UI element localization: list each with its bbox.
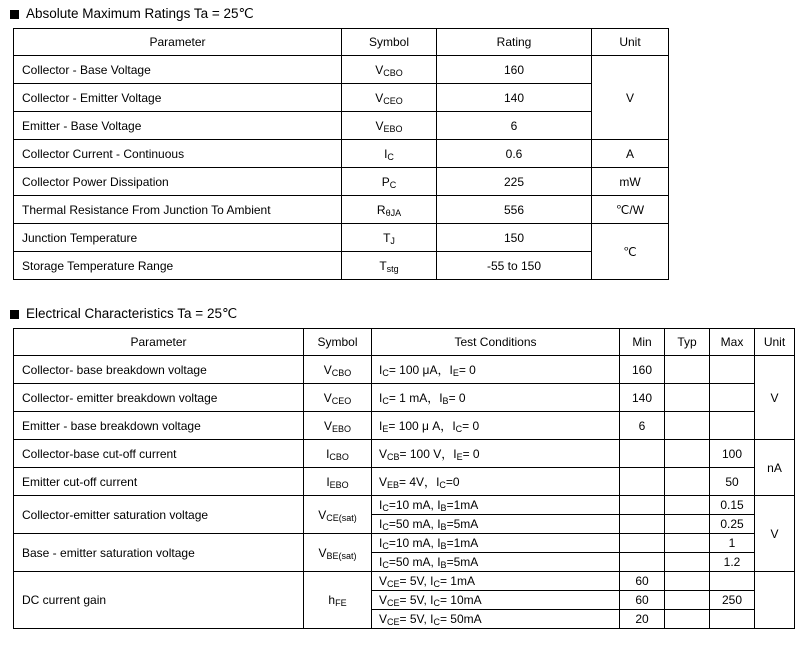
cell-rating: 6 <box>437 112 592 140</box>
symbol-main: T <box>379 258 387 273</box>
table-row <box>14 440 795 468</box>
cell-symbol <box>342 56 437 84</box>
cell-symbol <box>304 468 372 496</box>
cell-test-conditions <box>372 572 620 591</box>
cell-symbol <box>304 572 372 629</box>
cell-max: 100 <box>710 440 755 468</box>
cell-typ <box>665 496 710 515</box>
column-header-parameter: Parameter <box>14 29 342 56</box>
cell-symbol <box>304 534 372 572</box>
cond-sub: EB <box>387 480 400 490</box>
symbol-main: V <box>375 118 384 133</box>
symbol-sub: BE(sat) <box>326 550 357 561</box>
cell-max <box>710 412 755 440</box>
cond-text: =10 mA, <box>388 536 438 550</box>
cell-test-conditions <box>372 384 620 412</box>
cell-max: 250 <box>710 591 755 610</box>
cond-sub: C <box>382 541 389 551</box>
cond-sub2: C <box>433 617 440 627</box>
column-header-test-conditions: Test Conditions <box>372 329 620 356</box>
symbol-main: V <box>375 62 384 77</box>
column-header-unit: Unit <box>592 29 669 56</box>
cell-max <box>710 384 755 412</box>
cell-unit: V <box>755 496 795 572</box>
section-title-electrical-characteristics <box>10 306 799 322</box>
cell-max: 0.15 <box>710 496 755 515</box>
cond-text: =10 mA, <box>388 498 438 512</box>
cond-main2: I <box>437 555 441 569</box>
cell-min: 60 <box>620 572 665 591</box>
cond-main2: I <box>430 612 434 626</box>
cell-symbol <box>304 356 372 384</box>
column-header-parameter: Parameter <box>14 329 304 356</box>
cell-unit <box>755 572 795 629</box>
symbol-main: V <box>375 90 384 105</box>
column-header-symbol: Symbol <box>304 329 372 356</box>
cond-main: V <box>379 447 388 461</box>
section-title-text: Absolute Maximum Ratings Ta = 25℃ <box>26 6 254 21</box>
cond-main: I <box>379 391 383 405</box>
cell-parameter: Collector-emitter saturation voltage <box>14 496 304 534</box>
cell-max: 0.25 <box>710 515 755 534</box>
table-header-row <box>14 29 669 56</box>
symbol-sub: EBO <box>383 123 403 134</box>
cell-unit: V <box>592 56 669 140</box>
cell-min: 60 <box>620 591 665 610</box>
cell-test-conditions <box>372 515 620 534</box>
symbol-sub: C <box>387 151 394 162</box>
column-header-max: Max <box>710 329 755 356</box>
cond-main2: I <box>430 574 434 588</box>
cond-text: = 5V, <box>399 574 431 588</box>
cond-sub2: B <box>442 396 449 406</box>
cond-sub: C <box>382 560 389 570</box>
cond-main2: I <box>437 498 441 512</box>
cell-min: 160 <box>620 356 665 384</box>
cell-parameter: Thermal Resistance From Junction To Ambient <box>14 196 342 224</box>
cell-min: 140 <box>620 384 665 412</box>
cond-sub2: B <box>440 541 447 551</box>
cell-typ <box>665 591 710 610</box>
symbol-sub: CBO <box>383 67 403 78</box>
cond-main: I <box>379 363 383 377</box>
cell-test-conditions <box>372 440 620 468</box>
cell-typ <box>665 384 710 412</box>
cond-text: = 5V, <box>399 612 431 626</box>
cond-main2: I <box>437 536 441 550</box>
cond-text: = 100 V， <box>399 447 454 461</box>
cell-max <box>710 610 755 629</box>
cell-parameter: Storage Temperature Range <box>14 252 342 280</box>
cell-unit: nA <box>755 440 795 496</box>
cond-sub: CE <box>387 617 400 627</box>
table-row <box>14 196 669 224</box>
cell-max: 1.2 <box>710 553 755 572</box>
symbol-sub: CBO <box>329 451 349 462</box>
cell-symbol <box>304 496 372 534</box>
symbol-main: V <box>323 362 332 377</box>
cell-parameter: Collector Power Dissipation <box>14 168 342 196</box>
cond-main: I <box>379 517 383 531</box>
table-row <box>14 224 669 252</box>
electrical-characteristics-table <box>13 328 795 629</box>
symbol-sub: C <box>389 179 397 190</box>
cond-text: = 4V， <box>399 475 437 489</box>
symbol-main: I <box>326 446 330 461</box>
cond-main: V <box>379 574 388 588</box>
cell-parameter: Collector - Emitter Voltage <box>14 84 342 112</box>
symbol-main: V <box>323 390 332 405</box>
cell-min: 20 <box>620 610 665 629</box>
symbol-main: T <box>383 230 391 245</box>
cell-typ <box>665 356 710 384</box>
cond-main: V <box>379 593 388 607</box>
cell-min: 6 <box>620 412 665 440</box>
cell-min <box>620 515 665 534</box>
cell-max <box>710 572 755 591</box>
table-header-row <box>14 329 795 356</box>
cond-sub: C <box>382 396 389 406</box>
cell-min <box>620 468 665 496</box>
table-row <box>14 468 795 496</box>
cond-main: I <box>379 498 383 512</box>
cond-main2: I <box>449 363 453 377</box>
table-row <box>14 168 669 196</box>
cell-parameter: Base - emitter saturation voltage <box>14 534 304 572</box>
cell-parameter: Collector Current - Continuous <box>14 140 342 168</box>
section-title-text: Electrical Characteristics Ta = 25℃ <box>26 306 238 321</box>
symbol-sub: CBO <box>331 367 352 378</box>
cell-test-conditions <box>372 553 620 572</box>
cell-min <box>620 534 665 553</box>
table-row <box>14 412 795 440</box>
cell-test-conditions <box>372 591 620 610</box>
cell-parameter: Collector- base breakdown voltage <box>14 356 304 384</box>
square-bullet-icon <box>10 10 19 19</box>
symbol-sub: CE(sat) <box>326 512 357 523</box>
cond-main2: I <box>439 391 443 405</box>
cond-text2: = 0 <box>462 447 480 461</box>
table-row <box>14 252 669 280</box>
cell-min <box>620 553 665 572</box>
cond-sub: CB <box>387 452 400 462</box>
symbol-sub: CEO <box>331 395 352 406</box>
cond-text2: =0 <box>445 475 460 489</box>
cell-typ <box>665 534 710 553</box>
cell-rating: -55 to 150 <box>437 252 592 280</box>
cond-text: =50 mA, <box>388 517 438 531</box>
cell-parameter: Emitter cut-off current <box>14 468 304 496</box>
cond-text2: = 1mA <box>439 574 475 588</box>
cell-rating: 150 <box>437 224 592 252</box>
cond-main2: I <box>430 593 434 607</box>
cond-sub: C <box>382 522 389 532</box>
cond-main: I <box>379 419 383 433</box>
symbol-main: V <box>318 545 327 560</box>
symbol-main: I <box>326 474 330 489</box>
symbol-sub: stg <box>386 263 399 274</box>
table-row <box>14 84 669 112</box>
cond-text2: = 0 <box>458 363 476 377</box>
cell-rating: 160 <box>437 56 592 84</box>
cell-symbol <box>304 412 372 440</box>
cell-unit: ℃ <box>592 224 669 280</box>
cell-test-conditions <box>372 412 620 440</box>
cond-sub2: C <box>433 579 440 589</box>
cell-unit: A <box>592 140 669 168</box>
cell-symbol <box>304 384 372 412</box>
table-row <box>14 496 795 515</box>
table-row <box>14 112 669 140</box>
column-header-typ: Typ <box>665 329 710 356</box>
cond-text2: = 0 <box>462 419 480 433</box>
cell-parameter: Emitter - Base Voltage <box>14 112 342 140</box>
cell-typ <box>665 610 710 629</box>
cell-symbol <box>342 140 437 168</box>
cell-typ <box>665 468 710 496</box>
table-row <box>14 534 795 553</box>
symbol-sub: CEO <box>383 95 403 106</box>
cell-min <box>620 496 665 515</box>
cond-main: I <box>379 555 383 569</box>
absolute-maximum-ratings-table <box>13 28 669 280</box>
cell-test-conditions <box>372 610 620 629</box>
cond-text2: =1mA <box>446 536 479 550</box>
cond-sub2: B <box>440 503 447 513</box>
cond-sub: CE <box>387 579 400 589</box>
table-row <box>14 572 795 591</box>
symbol-sub: θJA <box>385 207 402 218</box>
cell-typ <box>665 440 710 468</box>
column-header-rating: Rating <box>437 29 592 56</box>
symbol-main: R <box>376 202 386 217</box>
section-spacer <box>0 280 799 304</box>
cell-typ <box>665 515 710 534</box>
cond-text: =50 mA, <box>388 555 438 569</box>
symbol-main: I <box>384 146 388 161</box>
cond-text2: =1mA <box>446 498 479 512</box>
cell-symbol <box>342 252 437 280</box>
cond-text2: = 0 <box>448 391 466 405</box>
cond-sub2: C <box>455 424 463 434</box>
cond-main2: I <box>437 517 441 531</box>
cond-sub2: E <box>456 452 463 462</box>
cond-main: V <box>379 475 388 489</box>
section-title-absolute-maximum-ratings <box>10 6 799 22</box>
cell-max <box>710 356 755 384</box>
cell-test-conditions <box>372 468 620 496</box>
cell-typ <box>665 412 710 440</box>
cell-parameter: Collector- emitter breakdown voltage <box>14 384 304 412</box>
cond-text: = 100 μ A， <box>388 419 453 433</box>
table-row <box>14 356 795 384</box>
cond-sub2: B <box>440 560 447 570</box>
cond-sub: CE <box>387 598 400 608</box>
cell-rating: 225 <box>437 168 592 196</box>
cell-test-conditions <box>372 496 620 515</box>
cond-text2: =5mA <box>446 517 479 531</box>
cond-text2: = 10mA <box>439 593 482 607</box>
cell-parameter: Emitter - base breakdown voltage <box>14 412 304 440</box>
table-row <box>14 140 669 168</box>
cell-typ <box>665 553 710 572</box>
cell-symbol <box>342 112 437 140</box>
table-row <box>14 384 795 412</box>
symbol-main: P <box>381 174 390 189</box>
cell-test-conditions <box>372 534 620 553</box>
cond-main2: I <box>452 419 456 433</box>
cell-min <box>620 440 665 468</box>
cell-rating: 556 <box>437 196 592 224</box>
cell-symbol <box>342 224 437 252</box>
cond-text: = 1 mA， <box>388 391 440 405</box>
cond-main: V <box>379 612 388 626</box>
symbol-main: V <box>318 507 327 522</box>
cond-sub: C <box>382 503 389 513</box>
cond-sub2: E <box>452 368 459 378</box>
cond-sub2: C <box>433 598 440 608</box>
cond-main2: I <box>453 447 457 461</box>
symbol-sub: EBO <box>329 479 349 490</box>
cell-test-conditions <box>372 356 620 384</box>
column-header-symbol: Symbol <box>342 29 437 56</box>
cond-text: = 100 μA， <box>388 363 450 377</box>
cell-parameter: Collector-base cut-off current <box>14 440 304 468</box>
column-header-min: Min <box>620 329 665 356</box>
symbol-sub: J <box>390 235 395 246</box>
cond-sub2: B <box>440 522 447 532</box>
cond-sub: C <box>382 368 389 378</box>
cell-symbol <box>342 84 437 112</box>
cond-main2: I <box>436 475 440 489</box>
cell-unit: V <box>755 356 795 440</box>
table-row <box>14 56 669 84</box>
cell-unit: ℃/W <box>592 196 669 224</box>
cond-sub2: C <box>439 480 446 490</box>
cell-symbol <box>342 196 437 224</box>
cell-unit: mW <box>592 168 669 196</box>
cell-parameter: Collector - Base Voltage <box>14 56 342 84</box>
cond-sub: E <box>382 424 389 434</box>
symbol-sub: FE <box>335 598 347 608</box>
cell-max: 50 <box>710 468 755 496</box>
cell-symbol <box>342 168 437 196</box>
square-bullet-icon <box>10 310 19 319</box>
cell-symbol <box>304 440 372 468</box>
symbol-main: h <box>328 593 336 607</box>
column-header-unit: Unit <box>755 329 795 356</box>
symbol-sub: EBO <box>332 423 352 434</box>
cell-rating: 140 <box>437 84 592 112</box>
cell-typ <box>665 572 710 591</box>
symbol-main: V <box>323 418 332 433</box>
cell-parameter: DC current gain <box>14 572 304 629</box>
cell-parameter: Junction Temperature <box>14 224 342 252</box>
cond-text2: = 50mA <box>439 612 482 626</box>
cond-main: I <box>379 536 383 550</box>
cell-max: 1 <box>710 534 755 553</box>
cond-text2: =5mA <box>446 555 479 569</box>
cond-text: = 5V, <box>399 593 431 607</box>
cell-rating: 0.6 <box>437 140 592 168</box>
